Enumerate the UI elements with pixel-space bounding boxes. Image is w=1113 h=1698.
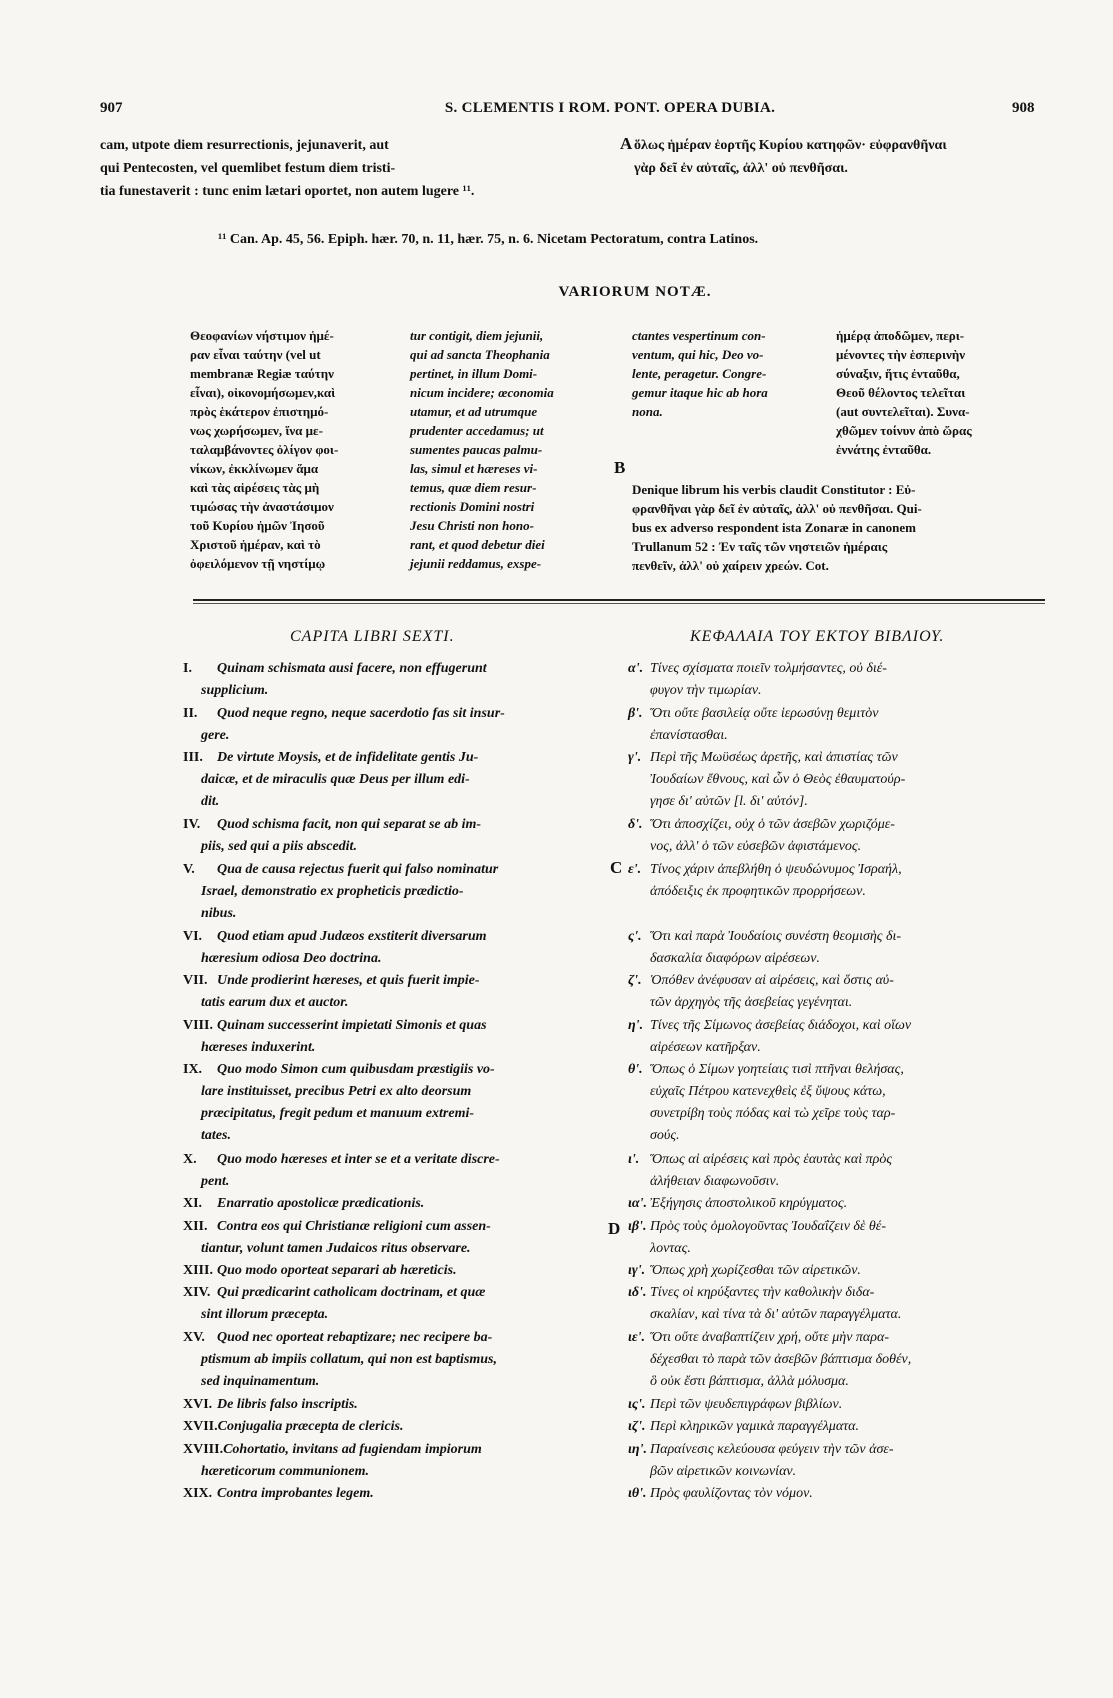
chapter-number: β'. bbox=[628, 705, 643, 721]
capita-latin-line bbox=[183, 881, 603, 903]
variorum-closing-note bbox=[632, 480, 1036, 575]
chapter-number: X. bbox=[183, 1151, 197, 1167]
chapter-number: ιθ'. bbox=[628, 1486, 647, 1502]
chapter-text: ἀλήθειαν διαφωνοῦσιν. bbox=[650, 1173, 780, 1189]
variorum-line: Θεοφανίων νήστιμον ἡμέ- bbox=[190, 328, 334, 343]
capita-latin-line bbox=[183, 948, 603, 970]
chapter-text: αἱρέσεων κατῆρξαν. bbox=[650, 1039, 761, 1055]
variorum-line: prudenter accedamus; ut bbox=[410, 423, 544, 438]
variorum-line: χθῶμεν τοίνυν ἀπὸ ὥρας bbox=[836, 423, 972, 438]
variorum-line: las, simul et hæreses vi- bbox=[410, 461, 538, 476]
capita-greek-item bbox=[628, 1216, 1048, 1260]
chapter-text: ptismum ab impiis collatum, qui non est baptismus, bbox=[201, 1352, 498, 1367]
chapter-number: ιη'. bbox=[628, 1441, 647, 1457]
chapter-number: η'. bbox=[628, 1017, 644, 1033]
capita-greek-line bbox=[628, 859, 1048, 881]
capita-greek-line bbox=[628, 1037, 1048, 1059]
capita-greek-line bbox=[628, 836, 1048, 858]
capita-latin-item bbox=[183, 1394, 603, 1416]
capita-latin-item bbox=[183, 1059, 603, 1147]
capita-greek-line bbox=[628, 1416, 1048, 1438]
chapter-text: Quod etiam apud Judæos exstiterit diversarum bbox=[217, 928, 487, 944]
chapter-number: ια'. bbox=[628, 1196, 648, 1212]
capita-greek-line bbox=[628, 1081, 1048, 1103]
variorum-line: καὶ τὰς αἱρέσεις τὰς μὴ bbox=[190, 480, 320, 495]
chapter-number: III. bbox=[183, 750, 203, 766]
chapter-number: ιε'. bbox=[628, 1330, 646, 1345]
chapter-number: ιγ'. bbox=[628, 1263, 646, 1279]
variorum-line: lente, peragetur. Congre- bbox=[632, 366, 767, 381]
variorum-line: τοῦ Κυρίου ἡμῶν Ἰησοῦ bbox=[190, 518, 325, 533]
capita-latin-line bbox=[183, 836, 603, 858]
capita-latin-line bbox=[183, 703, 603, 725]
page-number-right: 908 bbox=[1012, 100, 1035, 116]
capita-latin-line bbox=[183, 1103, 603, 1125]
chapter-text: ἐπανίστασθαι. bbox=[650, 727, 728, 743]
chapter-number: ιδ'. bbox=[628, 1285, 647, 1301]
capita-latin-line bbox=[183, 1125, 603, 1147]
chapter-number: XVIII. bbox=[183, 1441, 224, 1457]
variorum-line: nona. bbox=[632, 404, 663, 419]
chapter-number: XI. bbox=[183, 1196, 203, 1212]
chapter-text: Τίνες τῆς Σίμωνος ἀσεβείας διάδοχοι, καὶ οἵων bbox=[650, 1017, 912, 1033]
capita-greek-line bbox=[628, 725, 1048, 747]
chapter-text: sint illorum præcepta. bbox=[201, 1307, 329, 1323]
chapter-text: De libris falso inscriptis. bbox=[217, 1396, 358, 1412]
chapter-text: Ὅτι καὶ παρὰ Ἰουδαίοις συνέστη θεομισὴς δι- bbox=[650, 928, 902, 944]
capita-latin-line bbox=[183, 747, 603, 769]
chapter-number: XVII. bbox=[183, 1419, 218, 1435]
variorum-line: jejunii reddamus, exspe- bbox=[410, 556, 542, 571]
chapter-text: Contra improbantes legem. bbox=[217, 1486, 374, 1502]
chapter-number: I. bbox=[183, 661, 192, 676]
chapter-text: Qua de causa rejectus fuerit qui falso nominatur bbox=[217, 861, 499, 877]
chapter-text: sed inquinamentum. bbox=[201, 1374, 320, 1389]
variorum-line: νως χωρήσωμεν, ἵνα με- bbox=[190, 423, 323, 438]
capita-latin-line bbox=[183, 1349, 603, 1371]
chapter-text: hæreticorum communionem. bbox=[201, 1463, 370, 1479]
variorum-line: μένοντες τὴν ἑσπερινὴν bbox=[836, 347, 966, 362]
variorum-line: temus, quæ diem resur- bbox=[410, 480, 537, 495]
variorum-line: qui ad sancta Theophania bbox=[410, 347, 550, 362]
capita-greek-line bbox=[628, 1059, 1048, 1081]
variorum-column-greek-2 bbox=[836, 326, 1036, 459]
variorum-column-latin-1 bbox=[410, 326, 616, 573]
capita-latin-item bbox=[183, 1260, 603, 1282]
variorum-line: rectionis Domini nostri bbox=[410, 499, 535, 514]
chapter-number: VI. bbox=[183, 928, 203, 944]
chapter-text: supplicium. bbox=[201, 683, 269, 698]
variorum-line: ραν εἶναι ταύτην (vel ut bbox=[190, 347, 321, 362]
capita-latin-item bbox=[183, 747, 603, 813]
capita-greek-item bbox=[628, 703, 1048, 747]
variorum-line: ἡμέρᾳ ἀποδῶμεν, περι- bbox=[836, 328, 965, 343]
capita-greek-line bbox=[628, 658, 1048, 680]
variorum-heading: VARIORUM NOTÆ. bbox=[558, 284, 712, 300]
margin-letter-b: B bbox=[614, 458, 626, 477]
capita-latin-line bbox=[183, 859, 603, 881]
capita-greek-item bbox=[628, 1193, 1048, 1215]
variorum-line: ventum, qui hic, Deo vo- bbox=[632, 347, 764, 362]
chapter-text: σούς. bbox=[650, 1128, 680, 1144]
capita-latin-line bbox=[183, 1416, 603, 1438]
capita-latin-item bbox=[183, 1193, 603, 1215]
intro-latin bbox=[100, 134, 620, 203]
intro-latin-line: cam, utpote diem resurrectionis, jejunaverit, aut bbox=[100, 138, 389, 153]
capita-latin-item bbox=[183, 970, 603, 1014]
chapter-text: Ἐξήγησις ἀποστολικοῦ κηρύγματος. bbox=[650, 1196, 848, 1212]
variorum-line: πενθεῖν, ἀλλ' οὐ χαίρειν χρεών. Cot. bbox=[632, 558, 829, 573]
variorum-line: Jesu Christi non hono- bbox=[410, 518, 534, 533]
chapter-number: ζ'. bbox=[628, 973, 642, 989]
chapter-text: Israel, demonstratio ex propheticis prædictio- bbox=[201, 883, 464, 899]
variorum-line: pertinet, in illum Domi- bbox=[410, 366, 538, 381]
variorum-line: ὀφειλόμενον τῇ νηστίμῳ bbox=[190, 556, 326, 571]
capita-greek-item bbox=[628, 658, 1048, 702]
chapter-text: Unde prodierint hæreses, et quis fuerit impie- bbox=[217, 973, 480, 989]
capita-greek-line bbox=[628, 1149, 1048, 1171]
chapter-number: XII. bbox=[183, 1218, 208, 1234]
capita-greek-line bbox=[628, 680, 1048, 702]
chapter-number: ε'. bbox=[628, 861, 642, 877]
chapter-text: ὃ οὐκ ἔστι βάπτισμα, ἀλλὰ μόλυσμα. bbox=[650, 1374, 849, 1389]
chapter-number: IX. bbox=[183, 1062, 203, 1078]
variorum-line: ἐννάτης ἐνταῦθα. bbox=[836, 442, 932, 457]
chapter-text: δέχεσθαι τὸ παρὰ τῶν ἀσεβῶν βάπτισμα δοθέν, bbox=[650, 1352, 912, 1367]
capita-greek-line bbox=[628, 881, 1048, 903]
chapter-number: ς'. bbox=[628, 928, 642, 944]
chapter-text: Πρὸς τοὺς ὁμολογοῦντας Ἰουδαΐζειν δὲ θέ- bbox=[650, 1218, 886, 1234]
chapter-number: V. bbox=[183, 861, 195, 877]
capita-greek-item bbox=[628, 1149, 1048, 1193]
capita-latin-line bbox=[183, 1282, 603, 1304]
chapter-text: εὐχαῖς Πέτρου κατενεχθεὶς ἐξ ὕψους κάτω, bbox=[650, 1084, 886, 1100]
variorum-line: rant, et quod debetur diei bbox=[410, 537, 545, 552]
capita-greek-item bbox=[628, 1059, 1048, 1147]
capita-greek-item bbox=[628, 1483, 1048, 1505]
capita-latin-line bbox=[183, 1260, 603, 1282]
capita-greek-line bbox=[628, 747, 1048, 769]
variorum-line: φρανθῆναι γὰρ δεῖ ἐν αὐταῖς, ἀλλ' οὐ πενθῆσαι. Qui- bbox=[632, 501, 922, 516]
capita-greek-line bbox=[628, 791, 1048, 813]
capita-greek-line bbox=[628, 1483, 1048, 1505]
chapter-text: Qui prædicarint catholicam doctrinam, et quæ bbox=[217, 1285, 486, 1301]
capita-latin-line bbox=[183, 1483, 603, 1505]
capita-greek-line bbox=[628, 1260, 1048, 1282]
capita-latin-line bbox=[183, 1461, 603, 1483]
chapter-text: Quinam schismata ausi facere, non effugerunt bbox=[217, 661, 487, 676]
capita-greek-item bbox=[628, 814, 1048, 858]
capita-latin-line bbox=[183, 903, 603, 925]
capita-greek-item bbox=[628, 747, 1048, 813]
variorum-line: Θεοῦ θέλοντος τελεῖται bbox=[836, 385, 966, 400]
capita-greek-line bbox=[628, 1193, 1048, 1215]
capita-latin-line bbox=[183, 1037, 603, 1059]
capita-latin-item bbox=[183, 1216, 603, 1260]
capita-latin-item bbox=[183, 1149, 603, 1193]
variorum-line: πρὸς ἑκάτερον ἐπιστημό- bbox=[190, 404, 329, 419]
capita-greek-item bbox=[628, 1327, 1048, 1393]
chapter-text: Quinam successerint impietati Simonis et quas bbox=[217, 1017, 487, 1033]
chapter-text: Enarratio apostolicæ prædicationis. bbox=[217, 1196, 425, 1212]
chapter-text: Conjugalia præcepta de clericis. bbox=[217, 1419, 404, 1435]
chapter-text: Ὅτι οὔτε βασιλείᾳ οὔτε ἱερωσύνῃ θεμιτὸν bbox=[650, 705, 879, 721]
capita-greek-item bbox=[628, 1394, 1048, 1416]
chapter-text: pent. bbox=[201, 1173, 230, 1189]
chapter-number: XIX. bbox=[183, 1486, 213, 1502]
capita-greek-line bbox=[628, 992, 1048, 1014]
variorum-column-latin-2 bbox=[632, 326, 830, 421]
capita-latin-item bbox=[183, 658, 603, 702]
chapter-text: Περὶ τῆς Μωϋσέως ἀρετῆς, καὶ ἀπιστίας τῶν bbox=[650, 750, 898, 766]
variorum-line: τιμώσας τὴν ἀναστάσιμον bbox=[190, 499, 334, 514]
chapter-text: tiantur, volunt tamen Judaicos ritus observare. bbox=[201, 1240, 471, 1256]
chapter-text: Ὅπως αἱ αἱρέσεις καὶ πρὸς ἑαυτὰς καὶ πρὸς bbox=[650, 1151, 893, 1167]
chapter-text: Ὅπως ὁ Σίμων γοητείαις τισὶ πτῆναι θελήσας, bbox=[650, 1062, 904, 1078]
capita-greek-line bbox=[628, 1015, 1048, 1037]
capita-latin-line bbox=[183, 1059, 603, 1081]
chapter-text: Πρὸς φαυλίζοντας τὸν νόμον. bbox=[650, 1486, 813, 1502]
variorum-line: Χριστοῦ ἡμέραν, καὶ τὸ bbox=[190, 537, 321, 552]
variorum-line: εἶναι), οἰκονομήσωμεν,καὶ bbox=[190, 385, 336, 400]
capita-greek-line bbox=[628, 814, 1048, 836]
capita-greek-line bbox=[628, 1394, 1048, 1416]
chapter-text: φυγον τὴν τιμωρίαν. bbox=[650, 683, 762, 698]
intro-greek bbox=[634, 134, 1034, 180]
variorum-line: Denique librum his verbis claudit Constitutor : Εὐ- bbox=[632, 482, 916, 497]
capita-latin-item bbox=[183, 814, 603, 858]
chapter-text: λοντας. bbox=[650, 1240, 691, 1256]
chapter-text: Ὅτι ἀποσχίζει, οὐχ ὁ τῶν ἀσεβῶν χωριζόμε- bbox=[650, 817, 895, 833]
capita-latin-item bbox=[183, 859, 603, 925]
chapter-text: dit. bbox=[201, 794, 220, 810]
capita-greek-line bbox=[628, 1461, 1048, 1483]
chapter-number: VII. bbox=[183, 973, 208, 989]
chapter-text: De virtute Moysis, et de infidelitate gentis Ju- bbox=[217, 750, 479, 766]
chapter-number: XV. bbox=[183, 1330, 205, 1345]
chapter-text: Περὶ τῶν ψευδεπιγράφων βιβλίων. bbox=[650, 1396, 843, 1412]
capita-latin-line bbox=[183, 1371, 603, 1393]
chapter-text: Cohortatio, invitans ad fugiendam impiorum bbox=[223, 1441, 482, 1457]
chapter-number: VIII. bbox=[183, 1017, 213, 1033]
chapter-text: Τίνες οἱ κηρύξαντες τὴν καθολικὴν διδα- bbox=[650, 1285, 875, 1301]
chapter-text: βῶν αἱρετικῶν κοινωνίαν. bbox=[650, 1463, 797, 1479]
chapter-text: gere. bbox=[201, 727, 230, 743]
chapter-text: lare instituisset, precibus Petri ex alto deorsum bbox=[201, 1084, 472, 1100]
section-rule-thin bbox=[193, 603, 1045, 604]
intro-greek-line: γὰρ δεῖ ἐν αὐταῖς, ἀλλ' οὐ πενθῆσαι. bbox=[634, 161, 848, 176]
capita-latin-line bbox=[183, 769, 603, 791]
chapter-text: hæreses induxerint. bbox=[201, 1039, 316, 1055]
capita-greek-line bbox=[628, 1349, 1048, 1371]
capita-greek-line bbox=[628, 1103, 1048, 1125]
capita-greek-line bbox=[628, 1216, 1048, 1238]
chapter-number: δ'. bbox=[628, 817, 643, 833]
capita-latin-item bbox=[183, 926, 603, 970]
capita-greek-item bbox=[628, 1260, 1048, 1282]
variorum-line: gemur itaque hic ab hora bbox=[632, 385, 768, 400]
chapter-text: hæresium odiosa Deo doctrina. bbox=[201, 950, 382, 966]
capita-latin-line bbox=[183, 725, 603, 747]
chapter-number: θ'. bbox=[628, 1062, 643, 1078]
chapter-text: Quod nec oporteat rebaptizare; nec recipere ba- bbox=[217, 1330, 493, 1345]
margin-letter-a: A bbox=[620, 134, 633, 153]
capita-latin-line bbox=[183, 1439, 603, 1461]
chapter-text: Quo modo Simon cum quibusdam præstigiis vo- bbox=[217, 1062, 495, 1078]
chapter-number: XVI. bbox=[183, 1396, 213, 1412]
variorum-line: ταλαμβάνοντες ὀλίγον φοι- bbox=[190, 442, 339, 457]
variorum-line: ctantes vespertinum con- bbox=[632, 328, 766, 343]
chapter-number: γ'. bbox=[628, 750, 642, 766]
capita-greek-item bbox=[628, 926, 1048, 970]
chapter-number: ιβ'. bbox=[628, 1218, 647, 1234]
chapter-text: σκαλίαν, καὶ τίνα τὰ δι' αὐτῶν παραγγέλματα. bbox=[650, 1307, 902, 1323]
capita-greek-item bbox=[628, 859, 1048, 903]
variorum-line: bus ex adverso respondent ista Zonaræ in canonem bbox=[632, 520, 916, 535]
chapter-number: II. bbox=[183, 705, 198, 721]
capita-greek-line bbox=[628, 1125, 1048, 1147]
capita-latin-line bbox=[183, 814, 603, 836]
chapter-number: XIV. bbox=[183, 1285, 211, 1301]
chapter-text: Quod neque regno, neque sacerdotio fas sit insur- bbox=[217, 705, 505, 721]
intro-latin-line: qui Pentecosten, vel quemlibet festum diem tristi- bbox=[100, 161, 396, 176]
capita-latin-line bbox=[183, 926, 603, 948]
capita-greek-line bbox=[628, 970, 1048, 992]
variorum-line: (aut συντελεῖται). Συνα- bbox=[836, 404, 970, 419]
capita-greek-item bbox=[628, 1282, 1048, 1326]
chapter-number: IV. bbox=[183, 817, 201, 833]
variorum-line: σύναξιν, ἥτις ἐνταῦθα, bbox=[836, 366, 960, 381]
capita-greek-item bbox=[628, 970, 1048, 1014]
variorum-line: sumentes paucas palmu- bbox=[410, 442, 543, 457]
capita-latin-line bbox=[183, 1216, 603, 1238]
chapter-text: nibus. bbox=[201, 905, 237, 921]
chapter-text: Ὁπόθεν ἀνέφυσαν αἱ αἱρέσεις, καὶ ὅστις αὐ- bbox=[650, 973, 894, 989]
capita-greek-line bbox=[628, 703, 1048, 725]
chapter-text: Quod schisma facit, non qui separat se ab im- bbox=[217, 817, 482, 833]
chapter-text: συνετρίβη τοὺς πόδας καὶ τὼ χεῖρε τοὺς ταρ- bbox=[650, 1106, 896, 1122]
intro-greek-line: ὅλως ἡμέραν ἑορτῆς Κυρίου κατηφῶν· εὐφρανθῆναι bbox=[634, 138, 947, 153]
chapter-text: Παραίνεσις κελεύουσα φεύγειν τὴν τῶν ἀσε- bbox=[650, 1441, 894, 1457]
capita-latin-line bbox=[183, 680, 603, 702]
capita-greek-line bbox=[628, 1304, 1048, 1326]
capita-greek-line bbox=[628, 948, 1048, 970]
chapter-number: ιζ'. bbox=[628, 1419, 646, 1435]
capita-latin-item bbox=[183, 1282, 603, 1326]
capita-greek-line bbox=[628, 1282, 1048, 1304]
intro-latin-line: tia funestaverit : tunc enim lætari oportet, non autem lugere ¹¹. bbox=[100, 184, 475, 199]
capita-greek-line bbox=[628, 1238, 1048, 1260]
capita-greek-item bbox=[628, 1416, 1048, 1438]
capita-latin-line bbox=[183, 1149, 603, 1171]
capita-latin-line bbox=[183, 1171, 603, 1193]
variorum-line: utamur, et ad utrumque bbox=[410, 404, 538, 419]
variorum-column-greek-1 bbox=[190, 326, 400, 573]
capita-latin-heading: CAPITA LIBRI SEXTI. bbox=[290, 628, 455, 645]
chapter-text: γησε δι' αὐτῶν [l. δι' αὐτόν]. bbox=[650, 794, 808, 810]
chapter-number: α'. bbox=[628, 661, 644, 676]
chapter-text: Ὅτι οὔτε ἀναβαπτίζειν χρή, οὔτε μὴν παρα- bbox=[650, 1330, 890, 1345]
chapter-text: tatis earum dux et auctor. bbox=[201, 995, 349, 1011]
variorum-line: nicum incidere; œconomia bbox=[410, 385, 554, 400]
capita-latin-line bbox=[183, 1304, 603, 1326]
page-number-left: 907 bbox=[100, 100, 123, 116]
chapter-text: piis, sed qui a piis abscedit. bbox=[201, 839, 357, 855]
section-rule bbox=[193, 599, 1045, 601]
chapter-text: Περὶ κληρικῶν γαμικὰ παραγγέλματα. bbox=[650, 1419, 860, 1435]
capita-latin-line bbox=[183, 658, 603, 680]
chapter-text: ἀπόδειξις ἐκ προφητικῶν προρρήσεων. bbox=[650, 883, 866, 899]
capita-greek-line bbox=[628, 926, 1048, 948]
chapter-text: τῶν ἀρχηγὸς τῆς ἀσεβείας γεγένηται. bbox=[650, 995, 853, 1011]
margin-letter-d: D bbox=[608, 1219, 621, 1238]
capita-latin-line bbox=[183, 1015, 603, 1037]
variorum-line: membranæ Regiæ ταύτην bbox=[190, 366, 334, 381]
chapter-text: Ἰουδαίων ἔθνους, καὶ ὧν ὁ Θεὸς ἐθαυματούρ- bbox=[650, 772, 906, 788]
capita-latin-item bbox=[183, 1439, 603, 1483]
footnote: ¹¹ Can. Ap. 45, 56. Epiph. hær. 70, n. 11, hær. 75, n. 6. Nicetam Pectoratum, contra Latinos. bbox=[218, 232, 759, 247]
margin-letter-c: C bbox=[610, 858, 623, 877]
capita-latin-line bbox=[183, 1193, 603, 1215]
chapter-text: præcipitatus, fregit pedum et manuum extremi- bbox=[201, 1106, 475, 1122]
running-head bbox=[0, 100, 1113, 120]
capita-greek-line bbox=[628, 1171, 1048, 1193]
capita-latin-item bbox=[183, 1015, 603, 1059]
capita-latin-item bbox=[183, 1416, 603, 1438]
chapter-text: Quo modo oporteat separari ab hæreticis. bbox=[217, 1263, 457, 1279]
chapter-number: XIII. bbox=[183, 1263, 213, 1279]
capita-latin-line bbox=[183, 1327, 603, 1349]
capita-latin-item bbox=[183, 703, 603, 747]
capita-greek-line bbox=[628, 1439, 1048, 1461]
capita-greek-heading: ΚΕΦΑΛΑΙΑ ΤΟΥ ΕΚΤΟΥ ΒΙΒΛΙΟΥ. bbox=[690, 628, 945, 645]
variorum-line: νίκων, ἐκκλίνωμεν ἅμα bbox=[190, 461, 319, 476]
capita-latin-line bbox=[183, 1238, 603, 1260]
capita-greek-line bbox=[628, 1327, 1048, 1349]
running-title: S. CLEMENTIS I ROM. PONT. OPERA DUBIA. bbox=[444, 100, 776, 116]
chapter-text: δασκαλία διαφόρων αἱρέσεων. bbox=[650, 950, 820, 966]
capita-latin-line bbox=[183, 1394, 603, 1416]
capita-greek-item bbox=[628, 1439, 1048, 1483]
capita-latin-line bbox=[183, 791, 603, 813]
variorum-line: tur contigit, diem jejunii, bbox=[410, 328, 544, 343]
chapter-text: Contra eos qui Christianæ religioni cum assen- bbox=[217, 1218, 491, 1234]
capita-latin-line bbox=[183, 1081, 603, 1103]
variorum-line: Trullanum 52 : Ἐν ταῖς τῶν νηστειῶν ἡμέραις bbox=[632, 539, 888, 554]
chapter-text: Τίνος χάριν ἀπεβλήθη ὁ ψευδώνυμος Ἰσραήλ, bbox=[650, 861, 902, 877]
chapter-text: νος, ἀλλ' ὁ τῶν εὐσεβῶν ἀφιστάμενος. bbox=[650, 839, 862, 855]
capita-latin-item bbox=[183, 1483, 603, 1505]
capita-greek-line bbox=[628, 1371, 1048, 1393]
chapter-text: Quo modo hæreses et inter se et a veritate discre- bbox=[217, 1151, 500, 1167]
chapter-text: daicæ, et de miraculis quæ Deus per illum edi- bbox=[201, 772, 470, 788]
capita-latin-line bbox=[183, 970, 603, 992]
capita-latin-line bbox=[183, 992, 603, 1014]
capita-greek-line bbox=[628, 769, 1048, 791]
capita-latin-item bbox=[183, 1327, 603, 1393]
chapter-text: tates. bbox=[201, 1128, 231, 1144]
chapter-text: Τίνες σχίσματα ποιεῖν τολμήσαντες, οὐ διέ- bbox=[650, 661, 887, 676]
chapter-number: ις'. bbox=[628, 1396, 646, 1412]
chapter-text: Ὅπως χρὴ χωρίζεσθαι τῶν αἱρετικῶν. bbox=[650, 1263, 861, 1279]
capita-greek-item bbox=[628, 1015, 1048, 1059]
chapter-number: ι'. bbox=[628, 1151, 640, 1167]
